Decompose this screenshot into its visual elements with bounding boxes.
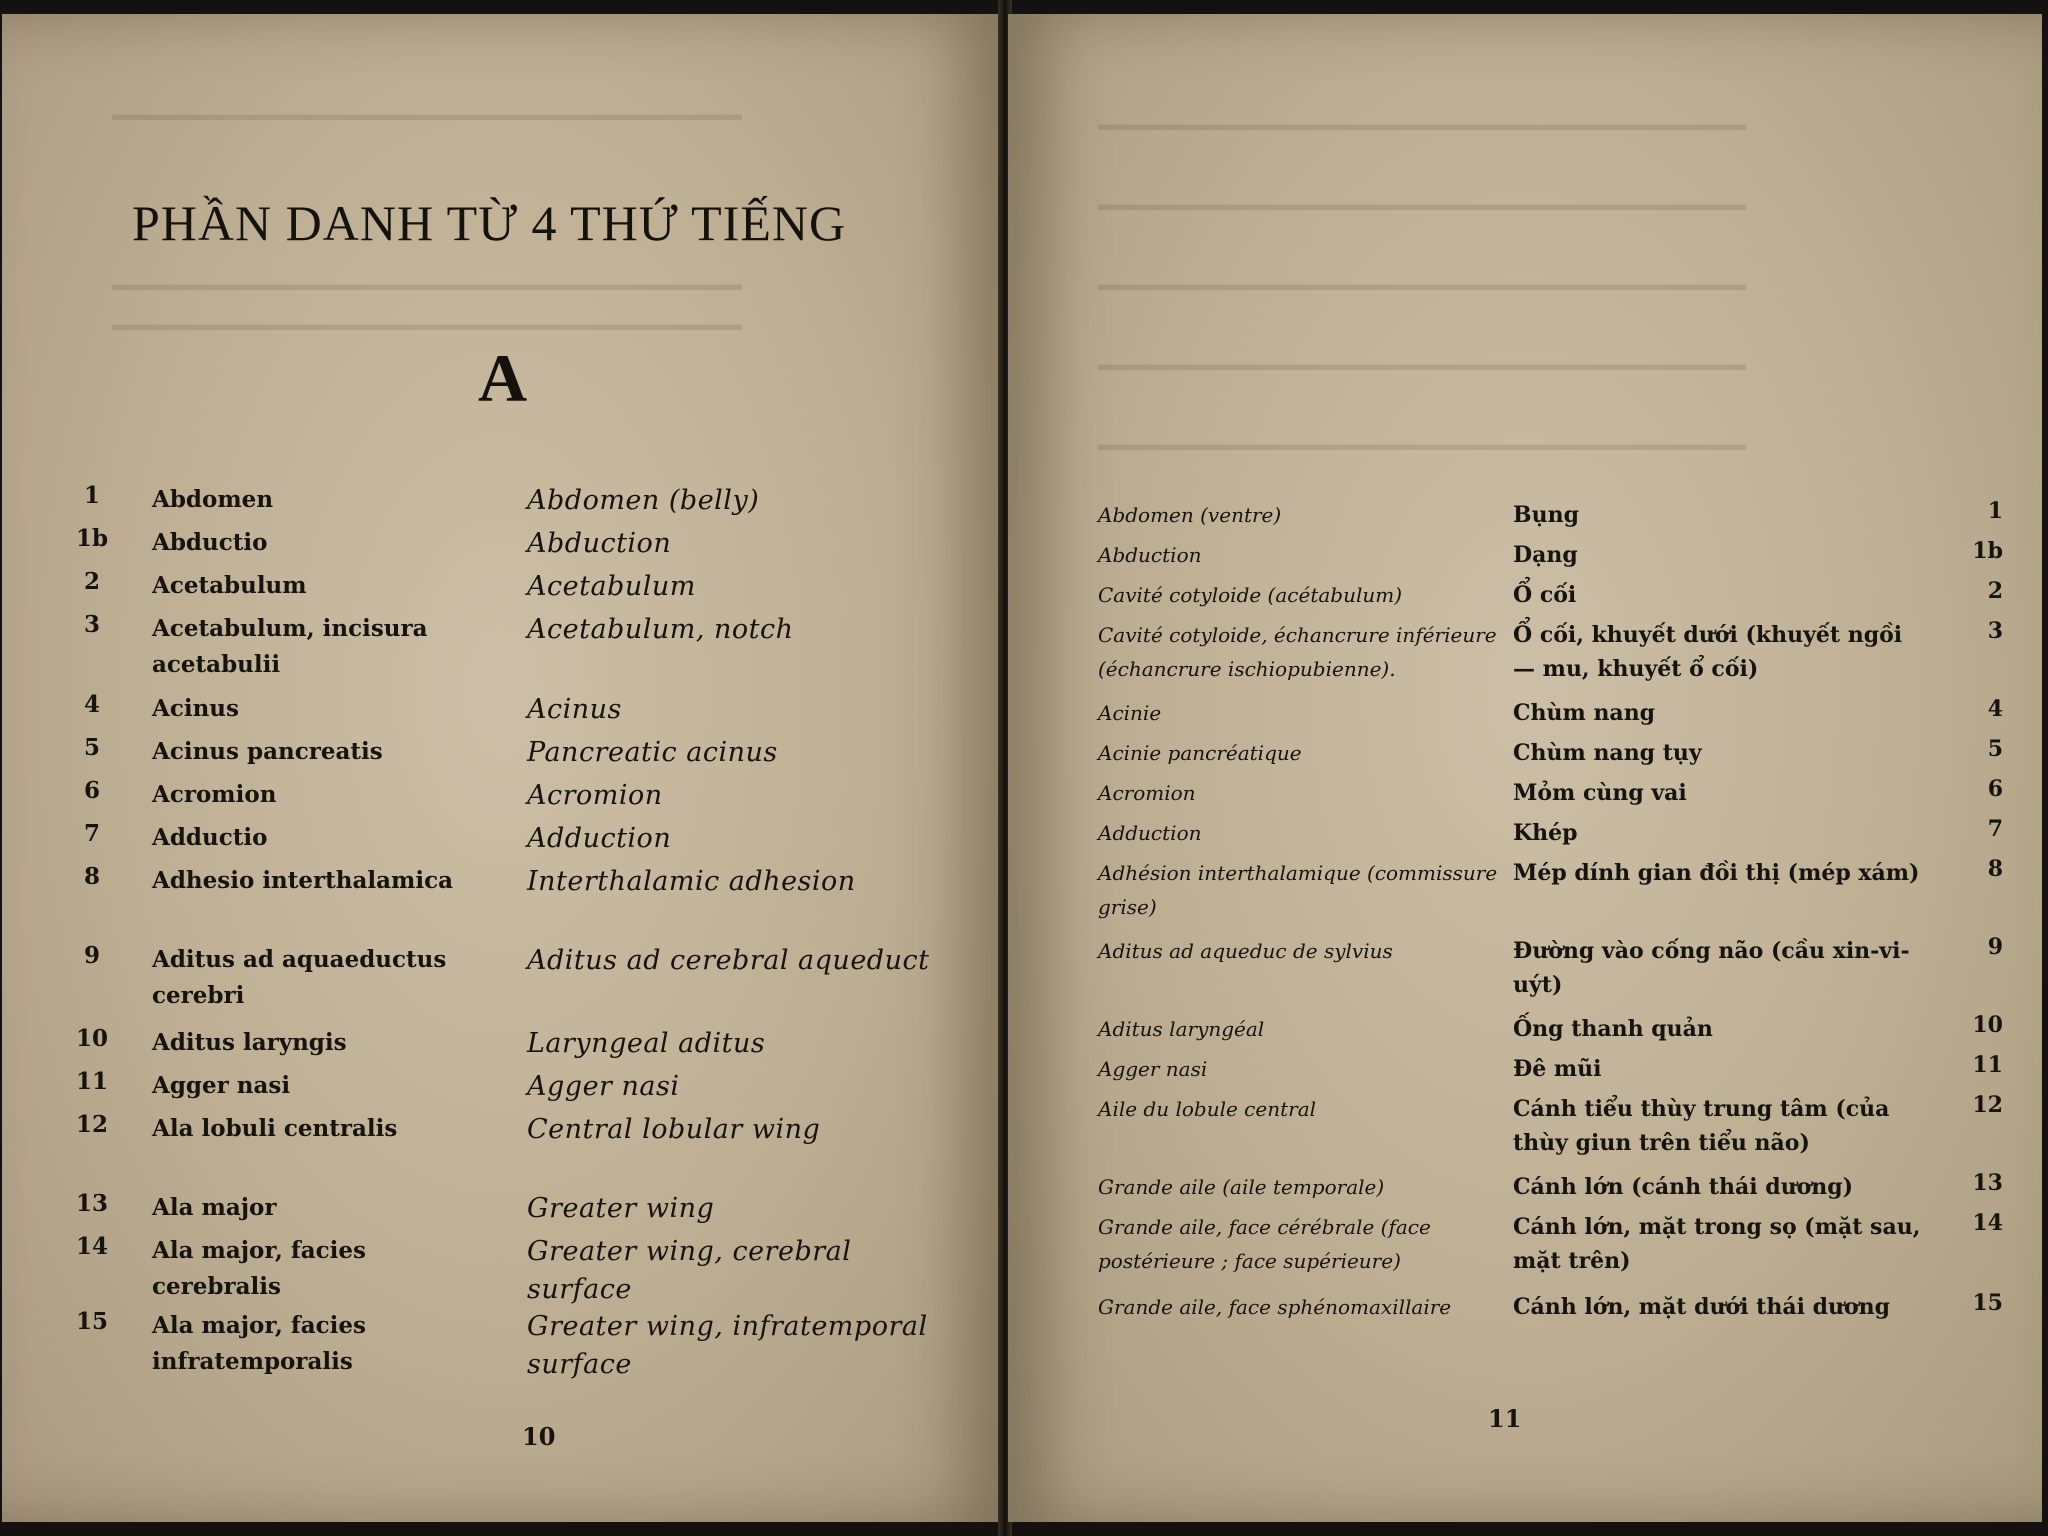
english-term: Adduction — [527, 823, 672, 854]
latin-term: Acinus pancreatis — [152, 738, 383, 765]
french-term: Adhésion interthalamique (commissure grise) — [1098, 861, 1498, 919]
vietnamese-term: Cánh tiểu thùy trung tâm (của thùy giun trên tiểu não) — [1513, 1096, 1890, 1156]
vietnamese-term: Khép — [1513, 820, 1578, 846]
entry-number: 13 — [75, 1190, 108, 1217]
french-term: Grande aile, face sphénomaxillaire — [1098, 1295, 1452, 1319]
page-number: 11 — [1488, 1404, 1522, 1433]
english-term: Abdomen (belly) — [527, 485, 760, 516]
latin-term: Abductio — [152, 529, 268, 556]
entry-number: 9 — [1987, 934, 2003, 960]
english-term: Aditus ad cerebral aqueduct — [527, 945, 930, 976]
latin-term: Acromion — [152, 781, 277, 808]
french-term: Acinie pancréatique — [1098, 741, 1302, 765]
entry-number: 2 — [1987, 578, 2003, 604]
show-through-text: ▬▬▬▬▬▬▬▬▬▬▬▬▬▬▬▬▬▬▬▬▬▬▬▬▬▬▬▬▬▬▬▬▬▬▬▬ — [1098, 114, 1746, 134]
vietnamese-term: Ổ cối, khuyết dưới (khuyết ngồi — mu, khuyết ổ cối) — [1513, 622, 1903, 682]
entry-number: 11 — [75, 1068, 108, 1095]
vietnamese-term: Chùm nang tụy — [1513, 740, 1702, 766]
vietnamese-term: Ống thanh quản — [1513, 1016, 1713, 1042]
english-term: Greater wing, infratemporal surface — [527, 1311, 928, 1380]
vietnamese-term: Cánh lớn, mặt dưới thái dương — [1513, 1294, 1891, 1320]
french-term: Agger nasi — [1098, 1057, 1208, 1081]
entry-number: 6 — [1987, 776, 2003, 802]
show-through-text: ▬▬▬▬▬▬▬▬▬▬▬▬▬▬▬▬▬▬▬▬▬▬▬▬▬▬▬▬▬▬▬▬▬▬▬ — [112, 104, 742, 124]
french-term: Grande aile, face cérébrale (face postérieure ; face supérieure) — [1098, 1215, 1431, 1273]
vietnamese-term: Cánh lớn, mặt trong sọ (mặt sau, mặt trên) — [1513, 1214, 1921, 1274]
show-through-text: ▬▬▬▬▬▬▬▬▬▬▬▬▬▬▬▬▬▬▬▬▬▬▬▬▬▬▬▬▬▬▬▬▬▬▬ — [112, 314, 742, 334]
entry-number: 1 — [83, 482, 100, 509]
latin-term: Agger nasi — [152, 1072, 291, 1099]
entry-number: 1 — [1987, 498, 2003, 524]
latin-term: Aditus ad aquaeductus cerebri — [152, 946, 447, 1009]
latin-term: Adhesio interthalamica — [152, 867, 454, 894]
french-term: Aditus ad aqueduc de sylvius — [1098, 939, 1393, 963]
entry-number: 5 — [83, 734, 100, 761]
french-term: Adduction — [1098, 821, 1202, 845]
show-through-text: ▬▬▬▬▬▬▬▬▬▬▬▬▬▬▬▬▬▬▬▬▬▬▬▬▬▬▬▬▬▬▬▬▬▬▬▬ — [1098, 274, 1746, 294]
entry-number: 15 — [1972, 1290, 2003, 1316]
english-term: Abduction — [527, 528, 672, 559]
entry-number: 12 — [1972, 1092, 2003, 1118]
french-term: Grande aile (aile temporale) — [1098, 1175, 1385, 1199]
entry-number: 2 — [83, 568, 100, 595]
latin-term: Ala major, facies infratemporalis — [152, 1312, 366, 1375]
english-term: Central lobular wing — [527, 1114, 821, 1145]
french-term: Cavité cotyloide (acétabulum) — [1098, 583, 1403, 607]
entry-number: 14 — [1972, 1210, 2003, 1236]
entry-number: 8 — [1987, 856, 2003, 882]
entry-number: 3 — [83, 611, 100, 638]
latin-term: Adductio — [152, 824, 268, 851]
page-number: 10 — [522, 1422, 556, 1451]
french-term: Cavité cotyloide, échancrure inférieure (échancrure ischiopubienne). — [1098, 623, 1497, 681]
entry-number: 14 — [75, 1233, 108, 1260]
entry-number: 4 — [83, 691, 100, 718]
english-term: Greater wing — [527, 1193, 715, 1224]
latin-term: Acinus — [152, 695, 239, 722]
entry-number: 15 — [75, 1308, 108, 1335]
vietnamese-term: Mỏm cùng vai — [1513, 780, 1687, 806]
latin-term: Abdomen — [152, 486, 274, 513]
english-term: Acetabulum, notch — [527, 614, 794, 645]
entry-number: 11 — [1972, 1052, 2003, 1078]
entry-number: 7 — [83, 820, 100, 847]
vietnamese-term: Chùm nang — [1513, 700, 1656, 726]
english-term: Laryngeal aditus — [527, 1028, 766, 1059]
latin-term: Ala lobuli centralis — [152, 1115, 398, 1142]
right-page — [1008, 14, 2042, 1522]
entry-number: 1b — [75, 525, 109, 552]
english-term: Acetabulum — [527, 571, 696, 602]
vietnamese-term: Bụng — [1513, 502, 1579, 528]
latin-term: Ala major, facies cerebralis — [152, 1237, 366, 1300]
english-term: Interthalamic adhesion — [527, 866, 856, 897]
show-through-text: ▬▬▬▬▬▬▬▬▬▬▬▬▬▬▬▬▬▬▬▬▬▬▬▬▬▬▬▬▬▬▬▬▬▬▬ — [112, 274, 742, 294]
show-through-text: ▬▬▬▬▬▬▬▬▬▬▬▬▬▬▬▬▬▬▬▬▬▬▬▬▬▬▬▬▬▬▬▬▬▬▬▬ — [1098, 194, 1746, 214]
french-term: Abduction — [1098, 543, 1202, 567]
entry-number: 7 — [1987, 816, 2003, 842]
french-term: Acinie — [1098, 701, 1162, 725]
english-term: Acinus — [527, 694, 622, 725]
entry-number: 4 — [1987, 696, 2003, 722]
entry-number: 6 — [83, 777, 100, 804]
show-through-text: ▬▬▬▬▬▬▬▬▬▬▬▬▬▬▬▬▬▬▬▬▬▬▬▬▬▬▬▬▬▬▬▬▬▬▬▬ — [1098, 354, 1746, 374]
vietnamese-term: Ổ cối — [1513, 582, 1577, 608]
vietnamese-term: Đê mũi — [1513, 1056, 1602, 1082]
english-term: Greater wing, cerebral surface — [527, 1236, 852, 1305]
entry-number: 9 — [83, 942, 100, 969]
vietnamese-term: Mép dính gian đồi thị (mép xám) — [1513, 860, 1920, 886]
entry-number: 8 — [83, 863, 100, 890]
page-title: PHẦN DANH TỪ 4 THỨ TIẾNG — [132, 195, 847, 251]
french-term: Acromion — [1098, 781, 1196, 805]
latin-term: Acetabulum, incisura acetabulii — [152, 615, 428, 678]
latin-term: Ala major — [152, 1194, 277, 1221]
latin-term: Acetabulum — [152, 572, 307, 599]
english-term: Agger nasi — [527, 1071, 680, 1102]
french-term: Aile du lobule central — [1098, 1097, 1317, 1121]
entry-number: 10 — [75, 1025, 108, 1052]
entry-number: 5 — [1987, 736, 2003, 762]
entry-number: 12 — [75, 1111, 108, 1138]
french-term: Abdomen (ventre) — [1098, 503, 1282, 527]
english-term: Pancreatic acinus — [527, 737, 778, 768]
french-term: Aditus laryngéal — [1098, 1017, 1265, 1041]
vietnamese-term: Cánh lớn (cánh thái dương) — [1513, 1174, 1854, 1200]
entry-number: 13 — [1972, 1170, 2003, 1196]
vietnamese-term: Đường vào cống não (cầu xin-vi-uýt) — [1513, 938, 1910, 998]
entry-number: 1b — [1972, 538, 2003, 564]
entry-number: 10 — [1972, 1012, 2003, 1038]
vietnamese-term: Dạng — [1513, 542, 1578, 568]
show-through-text: ▬▬▬▬▬▬▬▬▬▬▬▬▬▬▬▬▬▬▬▬▬▬▬▬▬▬▬▬▬▬▬▬▬▬▬▬ — [1098, 434, 1746, 454]
english-term: Acromion — [527, 780, 663, 811]
section-letter: A — [478, 340, 528, 416]
entry-number: 3 — [1987, 618, 2003, 644]
latin-term: Aditus laryngis — [152, 1029, 347, 1056]
left-page — [2, 14, 1002, 1522]
